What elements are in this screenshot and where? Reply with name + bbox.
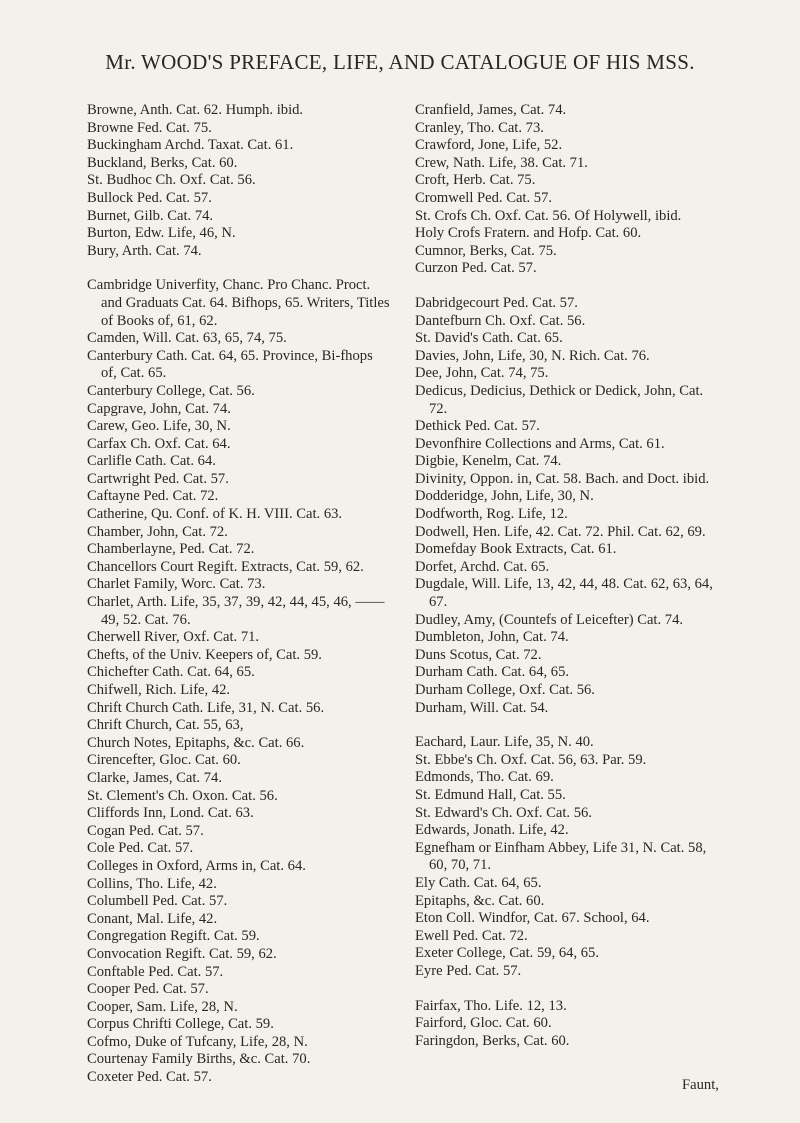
index-entry: Buckingham Archd. Taxat. Cat. 61.	[87, 137, 294, 154]
index-entry: Browne Fed. Cat. 75.	[87, 119, 212, 136]
index-entry: Edmonds, Tho. Cat. 69.	[415, 769, 554, 786]
index-entry: Dantefburn Ch. Oxf. Cat. 56.	[415, 312, 586, 329]
index-entry: Cumnor, Berks, Cat. 75.	[415, 242, 557, 259]
index-entry: Columbell Ped. Cat. 57.	[87, 893, 228, 910]
index-entry: Edwards, Jonath. Life, 42.	[415, 822, 569, 839]
index-entry: Eachard, Laur. Life, 35, N. 40.	[415, 734, 594, 751]
index-entry: Dedicus, Dedicius, Dethick or Dedick, John, Cat. 72.	[415, 382, 704, 417]
index-entry: Collins, Tho. Life, 42.	[87, 875, 217, 892]
index-entry: Courtenay Family Births, &c. Cat. 70.	[87, 1051, 311, 1068]
index-entry: Cromwell Ped. Cat. 57.	[415, 189, 553, 206]
index-entry: Cliffords Inn, Lond. Cat. 63.	[87, 805, 254, 822]
index-entry: Cranfield, James, Cat. 74.	[415, 102, 567, 118]
index-entry: Davies, John, Life, 30, N. Rich. Cat. 76.	[415, 347, 650, 364]
index-entry: St. Ebbe's Ch. Oxf. Cat. 56, 63. Par. 59.	[415, 751, 647, 768]
index-entry: Buckland, Berks, Cat. 60.	[87, 154, 238, 171]
index-entry: Chichefter Cath. Cat. 64, 65.	[87, 664, 255, 681]
index-entry: Conftable Ped. Cat. 57.	[87, 963, 224, 980]
index-entry: Canterbury Cath. Cat. 64, 65. Province, Bi-fhops of, Cat. 65.	[87, 347, 373, 382]
index-entry: Ely Cath. Cat. 64, 65.	[415, 874, 542, 891]
index-entry: Chrift Church Cath. Life, 31, N. Cat. 56.	[87, 699, 325, 716]
index-entry: Coxeter Ped. Cat. 57.	[87, 1069, 212, 1086]
index-column-right	[415, 102, 720, 1050]
index-entry: Cooper, Sam. Life, 28, N.	[87, 998, 238, 1015]
index-entry: Dethick Ped. Cat. 57.	[415, 418, 540, 435]
index-entry: Cofmo, Duke of Tufcany, Life, 28, N.	[87, 1033, 308, 1050]
section-gap	[415, 717, 720, 734]
index-entry: Carlifle Cath. Cat. 64.	[87, 453, 216, 470]
index-entry: Burnet, Gilb. Cat. 74.	[87, 207, 214, 224]
index-entry: Exeter College, Cat. 59, 64, 65.	[415, 945, 600, 962]
index-entry: Cogan Ped. Cat. 57.	[87, 822, 204, 839]
index-entry: St. David's Cath. Cat. 65.	[415, 330, 563, 347]
index-entry: Congregation Regift. Cat. 59.	[87, 928, 260, 945]
index-entry: Chrift Church, Cat. 55, 63,	[87, 717, 244, 734]
index-entry: Egnefham or Einfham Abbey, Life 31, N. Cat. 58, 60, 70, 71.	[415, 839, 707, 874]
index-entry: Holy Crofs Fratern. and Hofp. Cat. 60.	[415, 225, 642, 242]
index-entry: Ewell Ped. Cat. 72.	[415, 927, 528, 944]
index-entry: Chancellors Court Regift. Extracts, Cat. 59, 62.	[87, 558, 364, 575]
index-entry: Dugdale, Will. Life, 13, 42, 44, 48. Cat. 62, 63, 64, 67.	[415, 576, 713, 611]
index-entry: Croft, Herb. Cat. 75.	[415, 172, 536, 189]
index-entry: Charlet Family, Worc. Cat. 73.	[87, 576, 266, 593]
index-entry: Dorfet, Archd. Cat. 65.	[415, 558, 550, 575]
index-entry: Dudley, Amy, (Countefs of Leicefter) Cat. 74.	[415, 611, 684, 628]
index-entry: Cartwright Ped. Cat. 57.	[87, 470, 229, 487]
index-entry: Convocation Regift. Cat. 59, 62.	[87, 945, 277, 962]
section-gap	[87, 260, 392, 277]
index-entry: Charlet, Arth. Life, 35, 37, 39, 42, 44, 45, 46, —— 49, 52. Cat. 76.	[87, 594, 385, 628]
index-entry: Burton, Edw. Life, 46, N.	[87, 225, 236, 242]
index-entry: Digbie, Kenelm, Cat. 74.	[415, 453, 562, 470]
index-entry: Cirencefter, Gloc. Cat. 60.	[87, 752, 241, 769]
index-entry: Duns Scotus, Cat. 72.	[415, 646, 542, 663]
index-entry: Canterbury College, Cat. 56.	[87, 382, 255, 399]
index-entry: Dodwell, Hen. Life, 42. Cat. 72. Phil. Cat. 62, 69.	[415, 523, 706, 540]
index-entry: Chifwell, Rich. Life, 42.	[87, 682, 231, 698]
index-entry: Divinity, Oppon. in, Cat. 58. Bach. and Doct. ibid.	[415, 470, 710, 487]
index-entry: Dee, John, Cat. 74, 75.	[415, 365, 549, 382]
index-entry: Bullock Ped. Cat. 57.	[87, 189, 212, 206]
index-column-left	[87, 102, 392, 1087]
index-entry: Chamberlayne, Ped. Cat. 72.	[87, 541, 255, 558]
index-entry: St. Budhoc Ch. Oxf. Cat. 56.	[87, 172, 256, 189]
index-entry: Eyre Ped. Cat. 57.	[415, 962, 522, 979]
index-entry: Cole Ped. Cat. 57.	[87, 840, 194, 857]
index-entry: Bury, Arth. Cat. 74.	[87, 242, 202, 259]
section-gap	[415, 981, 720, 998]
index-entry: St. Clement's Ch. Oxon. Cat. 56.	[87, 787, 278, 804]
index-entry: Corpus Chrifti College, Cat. 59.	[87, 1016, 274, 1033]
index-entry: Durham, Will. Cat. 54.	[415, 699, 549, 716]
index-entry: Cooper Ped. Cat. 57.	[87, 981, 209, 998]
index-entry: Dodfworth, Rog. Life, 12.	[415, 506, 568, 523]
index-entry: Epitaphs, &c. Cat. 60.	[415, 892, 545, 909]
index-entry: Curzon Ped. Cat. 57.	[415, 260, 537, 277]
index-entry: Fairford, Gloc. Cat. 60.	[415, 1015, 552, 1032]
index-entry: St. Edward's Ch. Oxf. Cat. 56.	[415, 804, 592, 821]
index-entry: Dodderidge, John, Life, 30, N.	[415, 488, 594, 505]
index-entry: Fairfax, Tho. Life. 12, 13.	[415, 997, 567, 1014]
index-entry: Carew, Geo. Life, 30, N.	[87, 418, 231, 435]
index-entry: St. Crofs Ch. Oxf. Cat. 56. Of Holywell, ibid.	[415, 207, 682, 224]
index-entry: Durham College, Oxf. Cat. 56.	[415, 682, 595, 698]
index-entry: Cranley, Tho. Cat. 73.	[415, 119, 544, 136]
catchword: Faunt,	[682, 1077, 719, 1093]
index-entry: Camden, Will. Cat. 63, 65, 74, 75.	[87, 330, 287, 347]
index-entry: Eton Coll. Windfor, Cat. 67. School, 64.	[415, 910, 650, 927]
index-entry: Clarke, James, Cat. 74.	[87, 769, 222, 786]
index-entry: Dabridgecourt Ped. Cat. 57.	[415, 294, 578, 311]
index-entry: Faringdon, Berks, Cat. 60.	[415, 1032, 570, 1049]
index-entry: Cambridge Univerfity, Chanc. Pro Chanc. Proct. and Graduats Cat. 64. Bifhops, 65. Writers, Titles of Books of, 61, 62.	[87, 277, 390, 329]
index-entry: Church Notes, Epitaphs, &c. Cat. 66.	[87, 734, 305, 751]
index-entry: Colleges in Oxford, Arms in, Cat. 64.	[87, 857, 306, 874]
index-entry: Chefts, of the Univ. Keepers of, Cat. 59.	[87, 646, 322, 663]
index-entry: Capgrave, John, Cat. 74.	[87, 400, 231, 417]
index-entry: Crew, Nath. Life, 38. Cat. 71.	[415, 154, 588, 171]
index-entry: Durham Cath. Cat. 64, 65.	[415, 664, 570, 681]
section-gap	[415, 278, 720, 295]
index-entry: St. Edmund Hall, Cat. 55.	[415, 786, 566, 803]
index-entry: Cherwell River, Oxf. Cat. 71.	[87, 629, 260, 646]
page-header: Mr. WOOD'S PREFACE, LIFE, AND CATALOGUE OF HIS MSS.	[105, 50, 695, 74]
index-entry: Chamber, John, Cat. 72.	[87, 523, 228, 540]
index-entry: Carfax Ch. Oxf. Cat. 64.	[87, 435, 231, 452]
index-entry: Crawford, Jone, Life, 52.	[415, 137, 563, 154]
index-entry: Browne, Anth. Cat. 62. Humph. ibid.	[87, 102, 304, 118]
index-entry: Conant, Mal. Life, 42.	[87, 910, 218, 927]
index-entry: Domefday Book Extracts, Cat. 61.	[415, 541, 617, 558]
index-entry: Catherine, Qu. Conf. of K. H. VIII. Cat. 63.	[87, 506, 343, 523]
index-entry: Caftayne Ped. Cat. 72.	[87, 488, 219, 505]
index-entry: Devonfhire Collections and Arms, Cat. 61.	[415, 435, 665, 452]
index-entry: Dumbleton, John, Cat. 74.	[415, 629, 569, 646]
